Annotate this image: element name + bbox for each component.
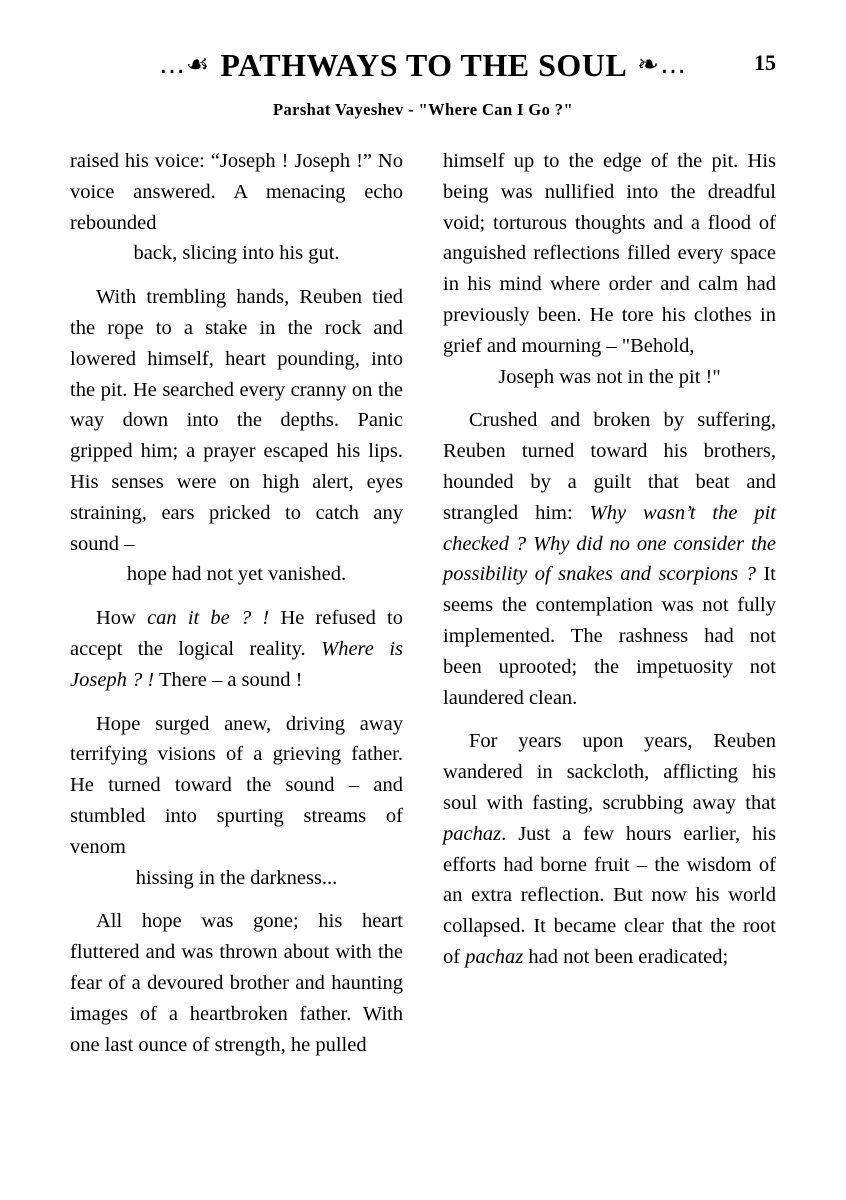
body-text: How bbox=[96, 607, 148, 630]
paragraph bbox=[70, 906, 403, 1060]
paragraph bbox=[70, 146, 403, 269]
emphasized-text: pachaz bbox=[465, 945, 524, 968]
body-text: With trembling hands, Reuben tied the rope to a stake in the rock and lowered himself, heart pounding, into the pit. He searched every cranny on the way down into the depths. Panic gripped him; a prayer escaped his lips. His senses were on high alert, eyes straining, ears pricked to catch any sound – bbox=[70, 286, 403, 555]
paragraph-last-line: Joseph was not in the pit !" bbox=[498, 365, 721, 388]
paragraph bbox=[443, 726, 776, 972]
body-text: It seems the contemplation was not fully implemented. The rashness had not been uprooted; the impetuosity not laundered clean. bbox=[443, 563, 776, 709]
paragraph bbox=[443, 405, 776, 713]
body-text: He refused to accept the logical reality. bbox=[70, 607, 404, 660]
book-title: PATHWAYS TO THE SOUL bbox=[220, 46, 628, 83]
body-columns bbox=[70, 146, 776, 1073]
body-text: himself up to the edge of the pit. His being was nullified into the dreadful void; torturous thoughts and a flood of anguished reflections filled every space in his mind where order and calm had previously been. He tore his clothes in grief and mourning – "Behold, bbox=[443, 150, 776, 357]
column-right bbox=[443, 146, 776, 1073]
chapter-subheading: Parshat Vayeshev - "Where Can I Go ?" bbox=[272, 100, 574, 119]
body-text: raised his voice: “Joseph ! Joseph !” No voice answered. A menacing echo rebounded bbox=[70, 150, 403, 234]
body-text: There – a sound ! bbox=[154, 668, 303, 691]
column-left bbox=[70, 146, 403, 1073]
emphasized-text: pachaz bbox=[443, 822, 502, 845]
body-text: Hope surged anew, driving away terrifying visions of a grieving father. He turned toward the sound – and stumbled into spurting streams of venom bbox=[70, 712, 403, 858]
emphasized-text: Why wasn’t the pit checked ? Why did no one consider the possibility of snakes and scorpions ? bbox=[443, 501, 777, 586]
paragraph-last-line: back, slicing into his gut. bbox=[133, 242, 340, 265]
paragraph-last-line: hissing in the darkness... bbox=[135, 866, 338, 889]
paragraph bbox=[70, 603, 403, 695]
paragraph bbox=[443, 146, 776, 392]
paragraph bbox=[70, 709, 403, 894]
ornament-left-icon: …☙ bbox=[159, 50, 211, 80]
body-text: For years upon years, Reuben wandered in sackcloth, afflicting his soul with fasting, scrubbing away that bbox=[443, 730, 776, 814]
ornament-right-icon: ❧… bbox=[637, 50, 687, 80]
paragraph-last-line: hope had not yet vanished. bbox=[126, 563, 347, 586]
page-masthead bbox=[70, 42, 776, 88]
body-text: had not been eradicated; bbox=[523, 945, 729, 968]
emphasized-text: Where is Joseph ? ! bbox=[70, 637, 403, 691]
paragraph bbox=[70, 282, 403, 590]
body-text: . Just a few hours earlier, his efforts had borne fruit – the wisdom of an extra reflection. But now his world collapsed. It became clear that the root of bbox=[443, 822, 776, 968]
masthead-inner bbox=[159, 47, 687, 84]
body-text: Crushed and broken by suffering, Reuben turned toward his brothers, hounded by a guilt that beat and strangled him: bbox=[443, 409, 776, 524]
body-text: All hope was gone; his heart fluttered and was thrown about with the fear of a devoured brother and haunting images of a heartbroken father. With one last ounce of strength, he pulled bbox=[70, 910, 403, 1056]
emphasized-text: can it be ? ! bbox=[147, 607, 270, 630]
page-number: 15 bbox=[754, 50, 776, 75]
